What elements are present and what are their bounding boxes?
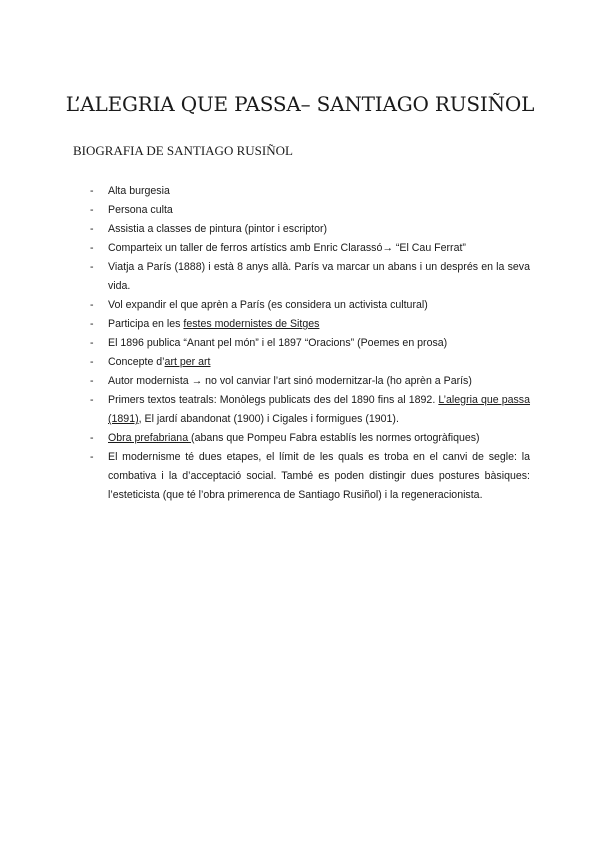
item-text: Autor modernista → no vol canviar l’art sinó modernitzar-la (ho aprèn a París) xyxy=(108,375,472,387)
item-text: , El jardí abandonat (1900) i Cigales i formigues (1901). xyxy=(138,413,399,425)
list-item xyxy=(90,201,530,220)
list-item xyxy=(90,315,530,334)
list-item xyxy=(90,334,530,353)
item-text: (abans que Pompeu Fabra establís les normes ortogràfiques) xyxy=(191,432,480,444)
item-text: El modernisme té dues etapes, el límit de les quals es troba en el canvi de segle: la combativa i la d’acceptació social. També es poden distingir dues postures bàsiques: l’esteticista (que té l’obra primerenca de Santiago Rusiñol) i la regeneracionista. xyxy=(108,451,530,501)
bullet-dash: - xyxy=(90,223,94,235)
list-item xyxy=(90,448,530,505)
document-title: L’ALEGRIA QUE PASSA– SANTIAGO RUSIÑOL xyxy=(65,92,535,116)
bullet-dash: - xyxy=(90,432,94,444)
biography-list xyxy=(90,182,530,505)
bullet-dash: - xyxy=(90,204,94,216)
list-item xyxy=(90,372,530,391)
item-text: Concepte d’ xyxy=(108,356,165,368)
item-text: Viatja a París (1888) i està 8 anys allà. París va marcar un abans i un després en la seva vida. xyxy=(108,261,530,292)
bullet-dash: - xyxy=(90,242,94,254)
bullet-dash: - xyxy=(90,185,94,197)
underlined-text: festes modernistes de Sitges xyxy=(183,318,320,330)
bullet-dash: - xyxy=(90,318,94,330)
bullet-dash: - xyxy=(90,261,94,273)
item-text: El 1896 publica “Anant pel món” i el 1897 “Oracions” (Poemes en prosa) xyxy=(108,337,448,349)
item-text: Vol expandir el que aprèn a París (es considera un activista cultural) xyxy=(108,299,428,311)
bullet-dash: - xyxy=(90,375,94,387)
item-text: Alta burgesia xyxy=(108,185,170,197)
underlined-text: art per art xyxy=(164,356,211,368)
item-text: Persona culta xyxy=(108,204,173,216)
bullet-dash: - xyxy=(90,394,94,406)
bullet-dash: - xyxy=(90,337,94,349)
list-item xyxy=(90,296,530,315)
list-item xyxy=(90,391,530,429)
item-text: Assistia a classes de pintura (pintor i escriptor) xyxy=(108,223,328,235)
list-item xyxy=(90,429,530,448)
bullet-dash: - xyxy=(90,356,94,368)
underlined-text: L’alegria que passa (1891) xyxy=(108,394,530,425)
underlined-text: Obra prefabriana xyxy=(108,432,192,444)
item-text: Primers textos teatrals: Monòlegs publicats des del 1890 fins al 1892. xyxy=(108,394,439,406)
list-item xyxy=(90,182,530,201)
section-heading: BIOGRAFIA DE SANTIAGO RUSIÑOL xyxy=(73,143,293,158)
bullet-dash: - xyxy=(90,299,94,311)
list-item xyxy=(90,258,530,296)
item-text: Participa en les xyxy=(108,318,184,330)
list-item xyxy=(90,353,530,372)
item-text: Comparteix un taller de ferros artístics amb Enric Clarassó→ “El Cau Ferrat” xyxy=(108,242,466,254)
list-item xyxy=(90,239,530,258)
bullet-dash: - xyxy=(90,451,94,463)
list-item xyxy=(90,220,530,239)
